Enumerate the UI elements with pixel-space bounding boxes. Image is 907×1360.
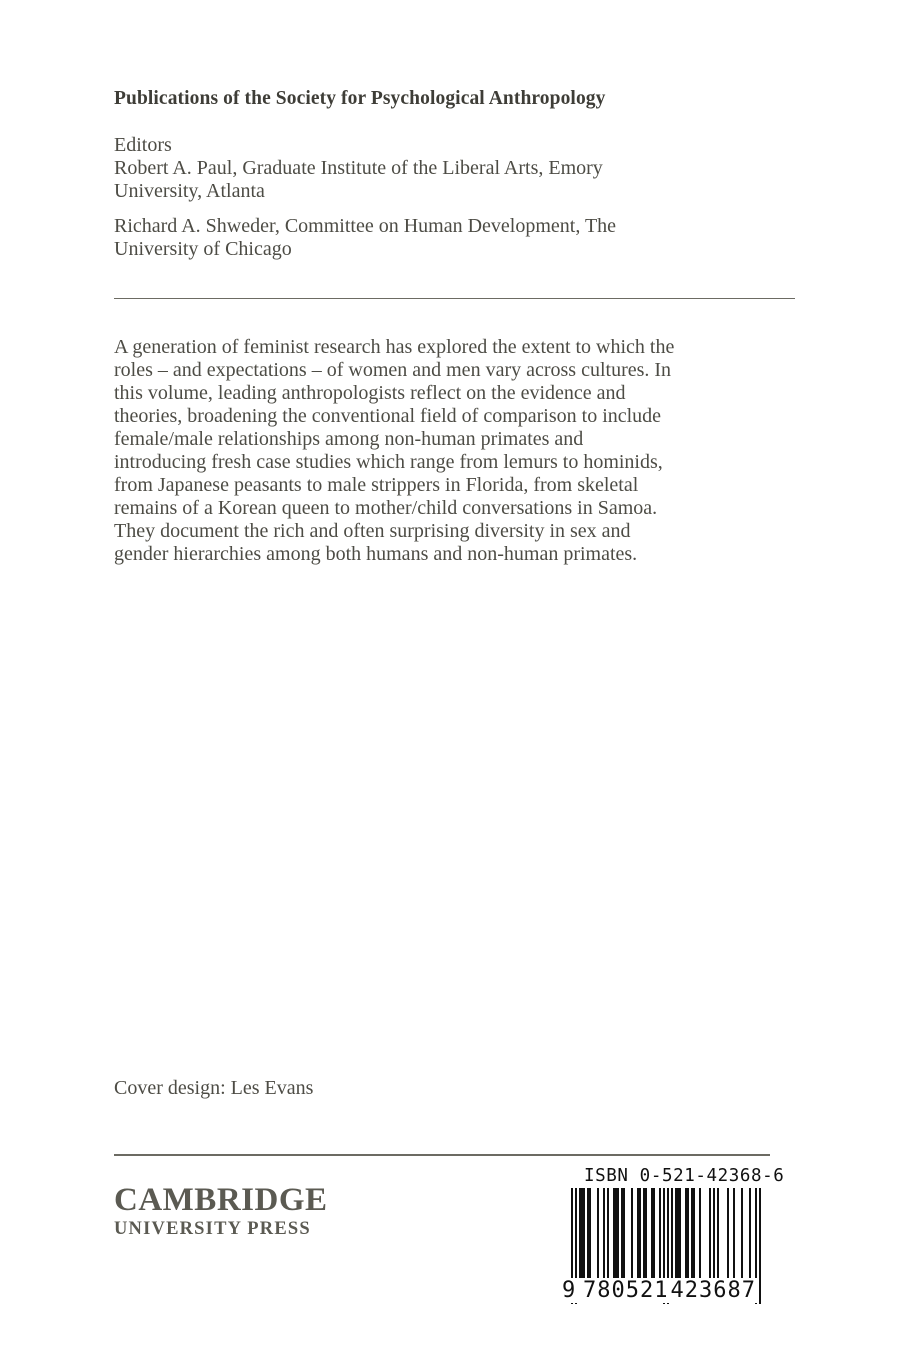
barcode-bar [727, 1188, 729, 1292]
barcode-bar [621, 1188, 623, 1292]
editors-block [114, 134, 754, 261]
barcode-bar [587, 1188, 589, 1292]
editor-line: University, Atlanta [114, 180, 265, 202]
blurb-line: gender hierarchies among both humans and non-human primates. [114, 543, 638, 565]
isbn-label: ISBN 0-521-42368-6 [584, 1166, 785, 1186]
blurb-line: introducing fresh case studies which range from lemurs to hominids, [114, 451, 663, 473]
editor-line: Richard A. Shweder, Committee on Human Development, The [114, 215, 617, 237]
cover-credit: Cover design: Les Evans [114, 1077, 314, 1099]
barcode-digit-prefix: 9 [562, 1278, 582, 1303]
barcode-bar [607, 1188, 609, 1292]
barcode-bar [637, 1188, 639, 1292]
barcode-guard-bar [759, 1188, 761, 1304]
barcode-bar [733, 1188, 735, 1292]
blurb-line: from Japanese peasants to male strippers in Florida, from skeletal [114, 474, 639, 496]
barcode-bar [685, 1188, 687, 1292]
barcode-bar [693, 1188, 695, 1292]
editor-line: Robert A. Paul, Graduate Institute of the Liberal Arts, Emory [114, 157, 603, 179]
editors-label: Editors [114, 134, 172, 156]
barcode-bar [603, 1188, 605, 1292]
barcode-bar [679, 1188, 681, 1292]
barcode-bar [579, 1188, 581, 1292]
bottom-divider [114, 1154, 770, 1156]
barcode-bar [713, 1188, 715, 1292]
blurb-line: roles – and expectations – of women and men vary across cultures. In [114, 359, 672, 381]
barcode-bar [653, 1188, 655, 1292]
publisher-name: CAMBRIDGE [114, 1182, 328, 1218]
barcode-bar [617, 1188, 619, 1292]
barcode-bar [583, 1188, 585, 1292]
top-divider [114, 298, 795, 299]
barcode-bar [699, 1188, 701, 1292]
blurb-line: this volume, leading anthropologists reflect on the evidence and [114, 382, 626, 404]
blurb-line: A generation of feminist research has explored the extent to which the [114, 336, 675, 358]
barcode-bar [691, 1188, 693, 1292]
barcode-bar [631, 1188, 633, 1292]
barcode-digit-group: 780521 [583, 1278, 669, 1303]
barcode-bar [687, 1188, 689, 1292]
barcode-bar [613, 1188, 615, 1292]
barcode-bar [677, 1188, 679, 1292]
barcode-bar [581, 1188, 583, 1292]
series-title: Publications of the Society for Psychological Anthropology [114, 88, 606, 109]
barcode-bar [639, 1188, 641, 1292]
editor-line: University of Chicago [114, 238, 292, 260]
publisher-logo [114, 1183, 328, 1240]
editor-entry-paul [114, 157, 754, 203]
editor-entry-shweder [114, 215, 754, 261]
barcode-bar [623, 1188, 625, 1292]
barcode-bar [749, 1188, 751, 1292]
barcode-bar [589, 1188, 591, 1292]
barcode-bar [645, 1188, 647, 1292]
book-blurb [114, 336, 784, 566]
barcode-bar [717, 1188, 719, 1292]
blurb-line: They document the rich and often surprising diversity in sex and [114, 520, 631, 542]
barcode-bar [675, 1188, 677, 1292]
publisher-subtitle: UNIVERSITY PRESS [114, 1219, 311, 1239]
barcode-digit-group: 423687 [670, 1278, 756, 1303]
barcode-bar [659, 1188, 661, 1292]
blurb-line: female/male relationships among non-human primates and [114, 428, 584, 450]
barcode-digits [562, 1278, 757, 1303]
barcode-bar [643, 1188, 645, 1292]
blurb-line: theories, broadening the conventional field of comparison to include [114, 405, 662, 427]
barcode-bar [597, 1188, 599, 1292]
barcode-bar [651, 1188, 653, 1292]
barcode-bar [741, 1188, 743, 1292]
blurb-line: remains of a Korean queen to mother/child conversations in Samoa. [114, 497, 658, 519]
barcode-bar [671, 1188, 673, 1292]
barcode-bar [615, 1188, 617, 1292]
barcode-bar [709, 1188, 711, 1292]
